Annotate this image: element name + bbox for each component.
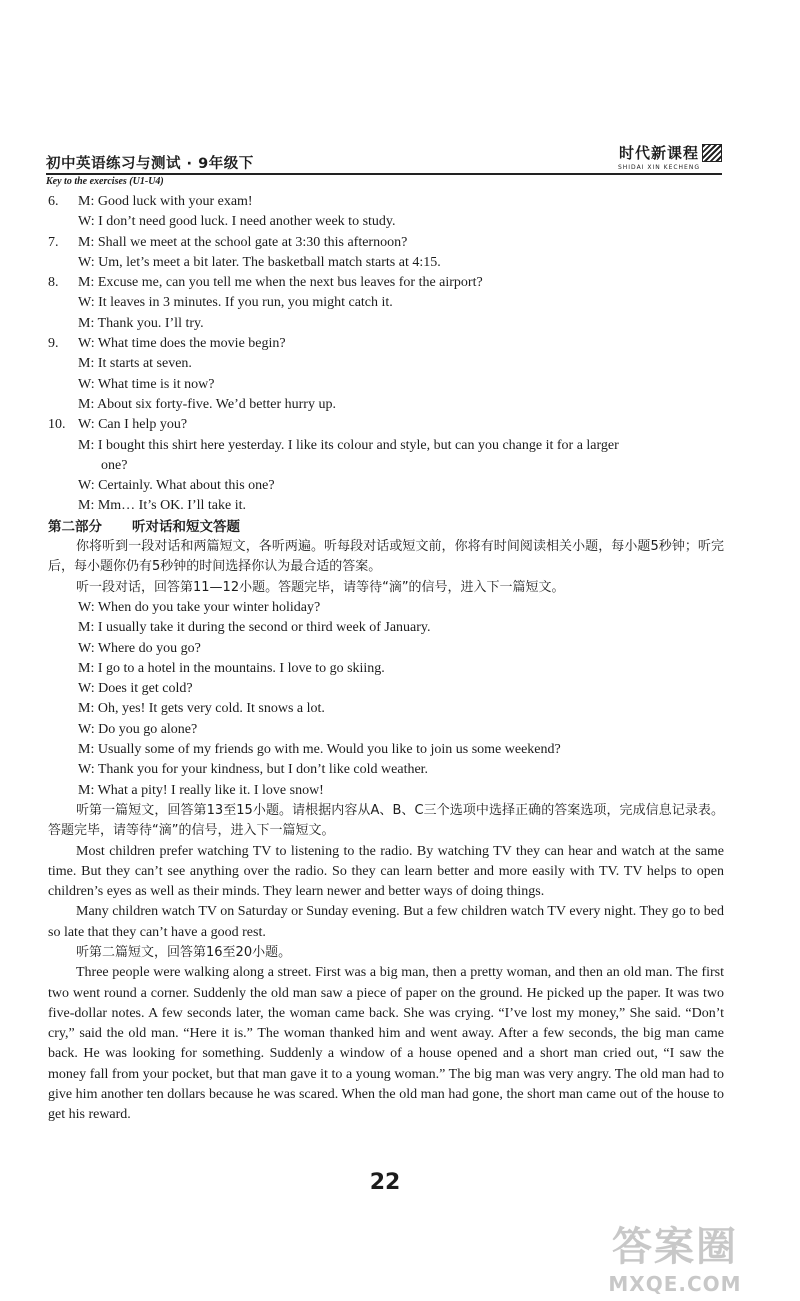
watermark-text: 答案圈 bbox=[612, 1224, 738, 1270]
dialogue-line: W: Where do you go? bbox=[78, 640, 201, 656]
logo-pinyin: SHIDAI XIN KECHENG bbox=[617, 164, 700, 171]
dialogue-line: M: What a pity! I really like it. I love snow! bbox=[78, 782, 324, 798]
item-number: 8. bbox=[48, 275, 59, 291]
watermark bbox=[580, 1215, 770, 1296]
dialogue-line: M: Mm… It’s OK. I’ll take it. bbox=[78, 498, 246, 514]
dialogue-line: M: Oh, yes! It gets very cold. It snows a lot. bbox=[78, 701, 325, 717]
dialogue-line: W: When do you take your winter holiday? bbox=[78, 599, 321, 615]
dialogue-line: 9. W: What time does the movie begin? bbox=[48, 334, 724, 354]
book-title: 初中英语练习与测试 · 9年级下 bbox=[46, 156, 254, 172]
watermark-url: MXQE.COM bbox=[608, 1272, 742, 1296]
dialogue-line: M: Thank you. I’ll try. bbox=[78, 315, 204, 331]
dialogue-line: W: Certainly. What about this one? bbox=[78, 478, 275, 494]
logo-mark-icon bbox=[702, 144, 722, 162]
dialogue-line: 7. M: Shall we meet at the school gate at 3:30 this afternoon? bbox=[48, 233, 724, 253]
header-rule bbox=[46, 173, 722, 175]
dialogue-line: W: I don’t need good luck. I need another week to study. bbox=[78, 214, 396, 230]
dialogue-line: 8. M: Excuse me, can you tell me when the next bus leaves for the airport? bbox=[48, 273, 724, 293]
dialogue-line: M: I usually take it during the second or third week of January. bbox=[78, 620, 431, 636]
dialogue-line: 6. M: Good luck with your exam! bbox=[48, 192, 724, 212]
item-number: 7. bbox=[48, 234, 59, 250]
item-number: 6. bbox=[48, 194, 59, 209]
dialogue-line: W: It leaves in 3 minutes. If you run, you might catch it. bbox=[78, 295, 393, 311]
dialogue-line: M: I bought this shirt here yesterday. I like its colour and style, but can you change it for a larger bbox=[78, 437, 619, 453]
passage1-intro: 听第一篇短文，回答第13至15小题。请根据内容从A、B、C三个选项中选择正确的答案选项，完成信息记录表。答题完毕，请等待“滴”的信号，进入下一篇短文。 bbox=[48, 802, 724, 839]
passage1-paragraph: Many children watch TV on Saturday or Sunday evening. But a few children watch TV every night. They go to bed so late that they can’t have a good rest. bbox=[48, 904, 724, 940]
dialogue-intro: 听一段对话，回答第11—12小题。答题完毕，请等待“滴”的信号，进入下一篇短文。 bbox=[76, 579, 565, 595]
passage2-intro: 听第二篇短文，回答第16至20小题。 bbox=[76, 944, 292, 960]
dialogue-line: W: Do you go alone? bbox=[78, 721, 198, 737]
publisher-logo bbox=[592, 142, 722, 172]
dialogue-line: M: Usually some of my friends go with me. Would you like to join us some weekend? bbox=[78, 742, 561, 758]
logo-text: 时代新课程 bbox=[618, 144, 699, 162]
dialogue-line: W: What time is it now? bbox=[78, 376, 215, 392]
item-number: 9. bbox=[48, 336, 59, 352]
part-instruction: 你将听到一段对话和两篇短文，各听两遍。听每段对话或短文前，你将有时间阅读相关小题，每小题5秒钟；听完后，每小题你仍有5秒钟的时间选择你认为最合适的答案。 bbox=[48, 539, 724, 575]
page-content bbox=[48, 192, 724, 1126]
section-subtitle: Key to the exercises (U1-U4) bbox=[46, 176, 164, 187]
item-number: 10. bbox=[48, 417, 66, 433]
dialogue-line: W: Thank you for your kindness, but I don’t like cold weather. bbox=[78, 762, 429, 778]
dialogue-line: M: I go to a hotel in the mountains. I love to go skiing. bbox=[78, 660, 385, 676]
dialogue-line: W: Um, let’s meet a bit later. The basketball match starts at 4:15. bbox=[78, 254, 441, 270]
page-number: 22 bbox=[369, 1170, 401, 1195]
dialogue-line: W: Does it get cold? bbox=[78, 681, 193, 697]
dialogue-line: 10. W: Can I help you? bbox=[48, 415, 724, 435]
dialogue-line: M: About six forty-five. We’d better hurry up. bbox=[78, 396, 336, 412]
passage1-paragraph: Most children prefer watching TV to listening to the radio. By watching TV they can hear and watch at the same time. But they can’t see anything over the radio. So they can learn better and more easily with TV. TV helps to open children’s eyes as well as their minds. They learn newer and better ways of doing things. bbox=[48, 843, 724, 900]
passage2-paragraph: Three people were walking along a street. First was a big man, then a pretty woman, and then an old man. The first two went round a corner. Suddenly the old man saw a piece of paper on the ground. He picked up the paper. It was two five-dollar notes. A few seconds later, the woman came back. She was crying. “I’ve lost my money,” She said. “Don’t cry,” said the old man. “Here it is.” The woman thanked him and went away. After a few seconds, the big man came back. He was looking for something. Suddenly a window of a house opened and a short man cried out, “I saw the money fall from your pocket, but that man gave it to a young woman.” The big man was very angry. The old man had to give him another ten dollars because he was scared. When the old man had gone, the short man came out of the house to get his reward. bbox=[48, 965, 724, 1123]
dialogue-line: one? bbox=[101, 457, 128, 473]
part-heading: 第二部分 听对话和短文答题 bbox=[48, 518, 240, 535]
dialogue-line: M: It starts at seven. bbox=[78, 356, 192, 372]
